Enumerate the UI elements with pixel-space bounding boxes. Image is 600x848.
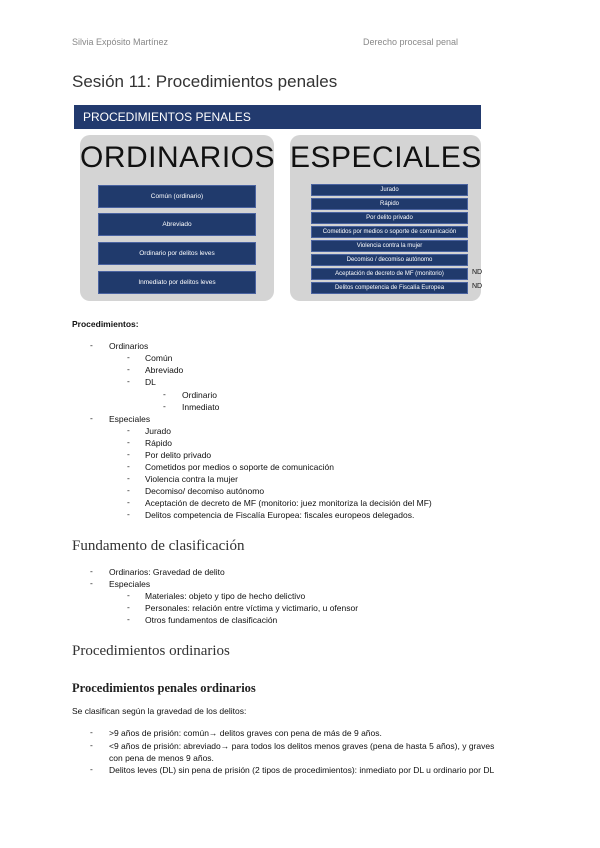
header-author: Silvia Expósito Martínez: [72, 37, 169, 47]
list-item: >9 años de prisión: común→ delitos graves con pena de más de 9 años.: [109, 728, 382, 738]
ordinarios-intro: Se clasifican según la gravedad de los delitos:: [72, 706, 247, 716]
bullet: -: [90, 727, 93, 737]
especiales-box: Jurado: [311, 184, 468, 196]
bullet: -: [127, 376, 130, 386]
list-item: Por delito privado: [145, 450, 212, 460]
fundamento-heading: Fundamento de clasificación: [72, 538, 245, 554]
bullet: -: [90, 578, 93, 588]
ordinarios-box: Inmediato por delitos leves: [98, 271, 256, 294]
procedimientos-label: Procedimientos:: [72, 319, 139, 329]
list-item: Inmediato: [182, 402, 220, 412]
list-item: Violencia contra la mujer: [145, 474, 238, 484]
ordinarios-heading: Procedimientos ordinarios: [72, 643, 230, 659]
bullet: -: [127, 614, 130, 624]
bullet: -: [127, 461, 130, 471]
header-subject: Derecho procesal penal: [363, 37, 459, 47]
list-item-continuation: con pena de menos 9 años.: [109, 753, 214, 763]
diagram-banner: PROCEDIMIENTOS PENALES: [74, 105, 481, 129]
bullet: -: [127, 590, 130, 600]
bullet: -: [163, 401, 166, 411]
list-item: Ordinarios: [109, 341, 149, 351]
especiales-box: Decomiso / decomiso autónomo: [311, 254, 468, 266]
bullet: -: [90, 740, 93, 750]
ordinarios-box: Abreviado: [98, 213, 256, 236]
bullet: -: [127, 425, 130, 435]
list-item: <9 años de prisión: abreviado→ para todos los delitos menos graves (pena de hasta 5 años), y graves: [109, 741, 495, 751]
ordinarios-subheading: Procedimientos penales ordinarios: [72, 681, 256, 695]
ordinarios-box: Ordinario por delitos leves: [98, 242, 256, 265]
ordinarios-box: Común (ordinario): [98, 185, 256, 208]
list-item: Decomiso/ decomiso autónomo: [145, 486, 265, 496]
list-item: Ordinario: [182, 390, 217, 400]
list-item: Cometidos por medios o soporte de comunicación: [145, 462, 334, 472]
bullet: -: [163, 389, 166, 399]
list-item: Jurado: [145, 426, 171, 436]
list-item: Especiales: [109, 579, 151, 589]
bullet: -: [127, 485, 130, 495]
bullet: -: [90, 566, 93, 576]
bullet: -: [127, 437, 130, 447]
bullet: -: [127, 449, 130, 459]
especiales-box: Rápido: [311, 198, 468, 210]
list-item: Aceptación de decreto de MF (monitorio: juez monitoriza la decisión del MF): [145, 498, 432, 508]
list-item: DL: [145, 377, 156, 387]
list-item: Común: [145, 353, 173, 363]
list-item: Rápido: [145, 438, 172, 448]
bullet: -: [90, 340, 93, 350]
ordinarios-title: ORDINARIOS: [80, 141, 276, 174]
bullet: -: [90, 413, 93, 423]
bullet: -: [90, 764, 93, 774]
bullet: -: [127, 602, 130, 612]
list-item: Abreviado: [145, 365, 184, 375]
list-item: Especiales: [109, 414, 151, 424]
page-title: Sesión 11: Procedimientos penales: [72, 72, 338, 91]
bullet: -: [127, 364, 130, 374]
nd-label: ND: [472, 269, 483, 276]
especiales-box: Cometidos por medios o soporte de comunicación: [311, 226, 468, 238]
list-item: Materiales: objeto y tipo de hecho delictivo: [145, 591, 306, 601]
bullet: -: [127, 473, 130, 483]
especiales-box: Delitos competencia de Fiscalía Europea: [311, 282, 468, 294]
especiales-box: Aceptación de decreto de MF (monitorio): [311, 268, 468, 280]
especiales-box: Violencia contra la mujer: [311, 240, 468, 252]
list-item: Otros fundamentos de clasificación: [145, 615, 278, 625]
list-item: Personales: relación entre víctima y victimario, u ofensor: [145, 603, 359, 613]
especiales-box: Por delito privado: [311, 212, 468, 224]
list-item: Ordinarios: Gravedad de delito: [109, 567, 225, 577]
bullet: -: [127, 352, 130, 362]
especiales-title: ESPECIALES: [290, 141, 482, 174]
list-item: Delitos competencia de Fiscalía Europea: fiscales europeos delegados.: [145, 510, 415, 520]
list-item: Delitos leves (DL) sin pena de prisión (2 tipos de procedimientos): inmediato por DL u ordinario por DL: [109, 765, 495, 775]
bullet: -: [127, 497, 130, 507]
bullet: -: [127, 509, 130, 519]
nd-label: ND: [472, 283, 483, 290]
